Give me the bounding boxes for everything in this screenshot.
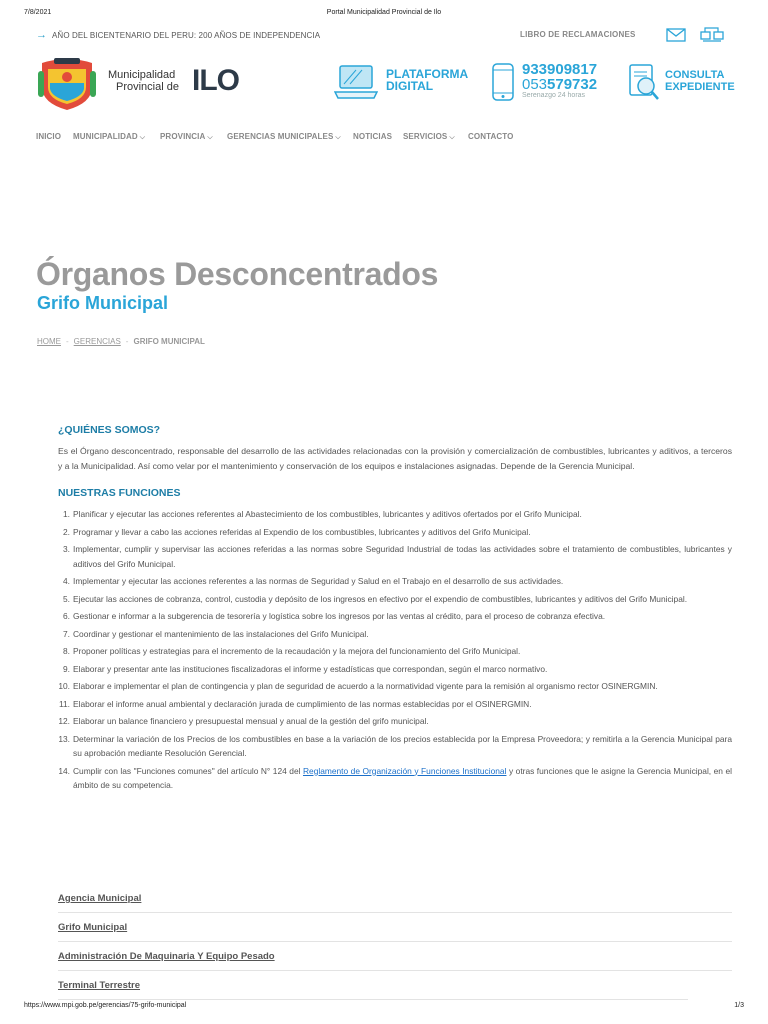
network-icon[interactable]: [700, 27, 724, 43]
quienes-somos-text: Es el Órgano desconcentrado, responsable del desarrollo de las actividades relacionadas con la provisión y comercialización de combustibles, lubricantes y aditivos, a terceros y a la Municipalidad. Así como velar por el mantenimiento y conservación de los equipos e instalaciones asignadas. Depende de la Gerencia Municipal.: [58, 446, 732, 471]
print-date: 7/8/2021: [24, 9, 52, 16]
phone-landline-number: 579732: [547, 76, 598, 93]
breadcrumb-separator: -: [66, 337, 69, 346]
phone-number-mobile: 933909817: [522, 61, 598, 78]
reglamento-link[interactable]: Reglamento de Organización y Funciones Institucional: [302, 765, 507, 776]
breadcrumb-current: GRIFO MUNICIPAL: [133, 337, 205, 346]
consulta-line-1: CONSULTA: [665, 69, 725, 81]
list-item: 10. Elaborar e implementar el plan de contingencia y plan de seguridad de acuerdo a la normatividad vigente para la remisión al organismo rector OSINERGMIN.: [58, 681, 658, 691]
consulta-expediente-link[interactable]: [627, 62, 747, 102]
chevron-down-icon: ⌵: [449, 134, 455, 141]
list-item: 14. Cumplir con las "Funciones comunes" del artículo N° 124 del Reglamento de Organización y Funciones Institucional y otras funciones que le asigne la Gerencia Municipal, en el ámbito de su competencia.: [58, 765, 732, 790]
nav-label: GERENCIAS MUNICIPALES: [227, 132, 334, 141]
related-links: [58, 884, 732, 1000]
list-item: 3. Implementar, cumplir y supervisar las acciones referidas a las normas sobre Seguridad Industrial de todas las actividades sobre el tratamiento de combustibles, lubricantes y aditivos del Grifo Municipal.: [63, 544, 732, 569]
phone-area-code: 053: [522, 76, 548, 93]
list-item: 13. Determinar la variación de los Precios de los combustibles en base a la variación de los precios establecida por la Empresa Proveedora; y remitirla a la Gerencia Municipal para su aprobación mediante Resolución Gerencial.: [58, 733, 732, 758]
nav-item-municipalidad[interactable]: [73, 132, 145, 142]
chevron-down-icon: ⌵: [139, 134, 146, 141]
serenazgo-phone[interactable]: [490, 62, 620, 102]
list-item: 6. Gestionar e informar a la subgerencia de tesorería y logística sobre los ingresos por las ventas al crédito, para el proceso de cobranza efectiva.: [63, 611, 606, 621]
plataforma-line-1: PLATAFORMA: [386, 67, 469, 81]
main-content: [58, 424, 732, 796]
list-item: 12. Elaborar un balance financiero y presupuestal mensual y anual de la gestión del grifo municipal.: [58, 716, 429, 726]
logo-text: [108, 69, 179, 93]
nav-label: PROVINCIA: [160, 132, 206, 141]
nav-item-contacto[interactable]: [468, 132, 513, 141]
link-agencia-municipal[interactable]: Agencia Municipal: [58, 884, 732, 913]
funciones-list: [58, 507, 732, 793]
print-title: Portal Municipalidad Provincial de Ilo: [326, 9, 442, 16]
nav-item-gerencias[interactable]: [227, 132, 341, 142]
document-search-icon: [627, 62, 661, 102]
plataforma-line-2: DIGITAL: [386, 79, 434, 93]
nav-item-servicios[interactable]: [403, 132, 455, 142]
logo-line-2: Provincial de: [116, 81, 179, 93]
breadcrumb-home[interactable]: HOME: [37, 337, 61, 346]
list-item: 11. Elaborar el informe anual ambiental y declaración jurada de cumplimiento de las normas establecidas por el OSINERGMIN.: [58, 698, 532, 709]
nav-item-inicio[interactable]: [36, 132, 61, 141]
print-header: [0, 9, 768, 23]
bicentenario-notice[interactable]: AÑO DEL BICENTENARIO DEL PERU: 200 AÑOS DE INDEPENDENCIA: [52, 31, 321, 40]
print-url: https://www.mpi.gob.pe/gerencias/75-grifo-municipal: [24, 1002, 187, 1009]
funciones-heading: NUESTRAS FUNCIONES: [58, 487, 181, 499]
list-item: 2. Programar y llevar a cabo las acciones referidas al Expendio de los combustibles, lubricantes y aditivos del Grifo Municipal.: [63, 526, 531, 537]
laptop-icon: [334, 62, 378, 102]
nav-item-noticias[interactable]: [353, 132, 392, 141]
funcion-14-before: Cumplir con las "Funciones comunes" del artículo N° 124 del: [73, 765, 303, 776]
mail-icon[interactable]: [666, 27, 686, 43]
nav-label: SERVICIOS: [403, 132, 448, 141]
nav-label: CONTACTO: [468, 132, 514, 141]
nav-item-provincia[interactable]: [160, 132, 213, 142]
consulta-label: [665, 69, 735, 93]
chevron-down-icon: ⌵: [207, 134, 213, 141]
plataforma-label: [386, 68, 468, 92]
page-subtitle: Grifo Municipal: [37, 293, 169, 313]
libro-reclamaciones-link[interactable]: LIBRO DE RECLAMACIONES: [520, 30, 636, 39]
breadcrumb: [37, 337, 205, 346]
coat-of-arms-icon: [36, 57, 98, 111]
top-bar: [36, 28, 732, 46]
list-item: 8. Proponer políticas y estrategias para el incremento de la recaudación y la mejora del funcionamiento del Grifo Municipal.: [63, 646, 521, 656]
logo-ilo: ILO: [192, 64, 239, 97]
serenazgo-label: Serenazgo 24 horas: [522, 92, 586, 99]
quienes-somos-heading: ¿QUIÉNES SOMOS?: [58, 424, 161, 436]
list-item: 7. Coordinar y gestionar el mantenimiento de las instalaciones del Grifo Municipal.: [63, 628, 369, 639]
phone-number-landline: [522, 77, 597, 92]
print-footer: [0, 1002, 768, 1016]
link-grifo-municipal[interactable]: Grifo Municipal: [58, 913, 732, 942]
print-page-number: 1/3: [734, 1002, 744, 1009]
list-item: 1. Planificar y ejecutar las acciones referentes al Abastecimiento de los combustibles, lubricantes y aditivos ofertados por el Grifo Municipal.: [63, 509, 582, 519]
municipality-logo[interactable]: [36, 57, 246, 113]
arrow-right-icon: →: [36, 29, 47, 41]
funcion-14-after: y otras funciones que le asigne la Gerencia Municipal, en el ámbito de su competencia.: [73, 765, 732, 790]
link-terminal-terrestre[interactable]: Terminal Terrestre: [58, 971, 688, 1000]
breadcrumb-separator: -: [125, 337, 129, 346]
nav-label: NOTICIAS: [353, 132, 393, 141]
list-item: 4. Implementar y ejecutar las acciones referentes a las normas de Seguridad y Salud en el Trabajo en el desarrollo de sus actividades.: [63, 576, 564, 586]
chevron-down-icon: ⌵: [335, 134, 341, 141]
breadcrumb-gerencias[interactable]: GERENCIAS: [73, 337, 121, 346]
page-title: Órganos Desconcentrados: [36, 256, 439, 292]
link-maquinaria[interactable]: Administración De Maquinaria Y Equipo Pesado: [58, 942, 732, 971]
consulta-line-2: EXPEDIENTE: [665, 81, 735, 93]
logo-line-1: Municipalidad: [108, 69, 176, 81]
phone-icon: [490, 62, 516, 102]
plataforma-digital-link[interactable]: [334, 62, 474, 102]
nav-label: MUNICIPALIDAD: [73, 132, 138, 141]
list-item: 9. Elaborar y presentar ante las instituciones fiscalizadoras el informe y estadísticas que correspondan, según el marco normativo.: [63, 663, 548, 674]
nav-label: INICIO: [36, 132, 62, 141]
list-item: 5. Ejecutar las acciones de cobranza, control, custodia y depósito de los ingresos en efectivo por el expendio de combustibles, lubricantes y aditivos del Grifo Municipal.: [63, 593, 688, 604]
